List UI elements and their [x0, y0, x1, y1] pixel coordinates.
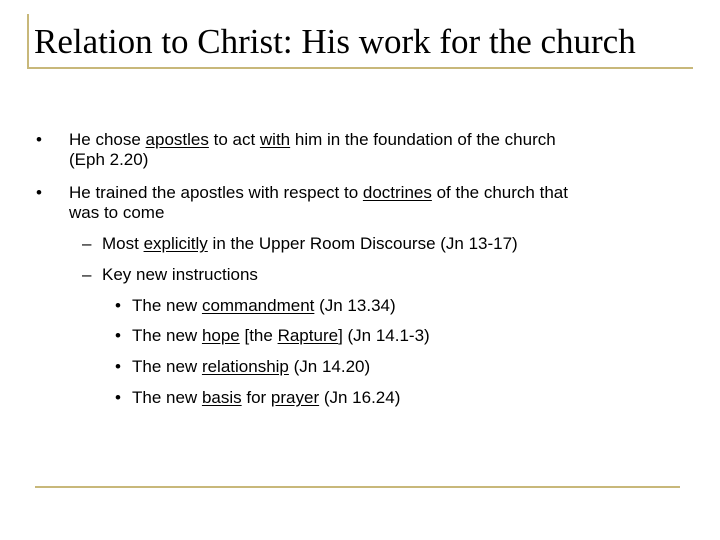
bullet-text-line — [69, 130, 556, 150]
text-run: The new — [132, 388, 202, 407]
underlined-term: explicitly — [143, 234, 208, 253]
bullet-text-line — [69, 150, 556, 170]
text-run: was to come — [69, 203, 165, 222]
bullet-item — [36, 130, 556, 170]
sub-sub-bullet-item — [115, 388, 401, 408]
text-run: ] (Jn 14.1-3) — [338, 326, 430, 345]
text-run: in the Upper Room Discourse (Jn 13-17) — [207, 234, 518, 253]
sub-sub-bullet-item — [115, 296, 396, 316]
sub-sub-bullet-item — [115, 326, 430, 346]
underlined-term: relationship — [201, 357, 289, 376]
bullet-text-line — [69, 203, 568, 223]
text-run: (Jn 14.20) — [288, 357, 371, 376]
bullet-marker: – — [82, 265, 92, 284]
underlined-term: doctrines — [362, 183, 432, 202]
underlined-term: apostles — [145, 130, 209, 149]
bullet-marker: • — [115, 326, 121, 345]
bullet-marker: • — [115, 357, 121, 376]
bullet-text-line — [132, 296, 396, 316]
bullet-marker: – — [82, 234, 92, 253]
underlined-term: Rapture — [277, 326, 339, 345]
text-run: (Jn 13.34) — [314, 296, 396, 315]
text-run: (Jn 16.24) — [319, 388, 401, 407]
bullet-text-line — [132, 326, 430, 346]
bullet-text-line — [132, 357, 370, 377]
text-run: The new — [132, 296, 202, 315]
bullet-item — [36, 183, 568, 223]
text-run: to act — [208, 130, 260, 149]
text-run: He chose — [69, 130, 146, 149]
underlined-term: prayer — [270, 388, 320, 407]
text-run: him in the foundation of the church — [290, 130, 556, 149]
bullet-text-line — [102, 265, 258, 285]
sub-bullet-item — [82, 234, 518, 254]
bullet-marker: • — [36, 183, 42, 202]
bullet-text-line — [102, 234, 518, 254]
text-run: Most — [102, 234, 144, 253]
sub-sub-bullet-item — [115, 357, 371, 377]
underlined-term: with — [259, 130, 291, 149]
underlined-term: basis — [201, 388, 242, 407]
text-run: The new — [132, 357, 202, 376]
bullet-marker: • — [36, 130, 42, 149]
text-run: The new — [132, 326, 202, 345]
text-run: He trained the apostles with respect to — [69, 183, 363, 202]
text-run: Key new instructions — [102, 265, 258, 284]
bullet-text-line — [132, 388, 400, 408]
underlined-term: commandment — [201, 296, 315, 315]
bullet-text-line — [69, 183, 568, 203]
bullet-marker: • — [115, 388, 121, 407]
bullet-marker: • — [115, 296, 121, 315]
slide-title: Relation to Christ: His work for the church — [34, 22, 636, 61]
underlined-term: hope — [201, 326, 240, 345]
text-run: of the church that — [431, 183, 568, 202]
text-run: [the — [239, 326, 278, 345]
text-run: (Eph 2.20) — [69, 150, 149, 169]
text-run: for — [241, 388, 271, 407]
footer-accent-rule — [35, 486, 680, 488]
sub-bullet-item — [82, 265, 258, 285]
